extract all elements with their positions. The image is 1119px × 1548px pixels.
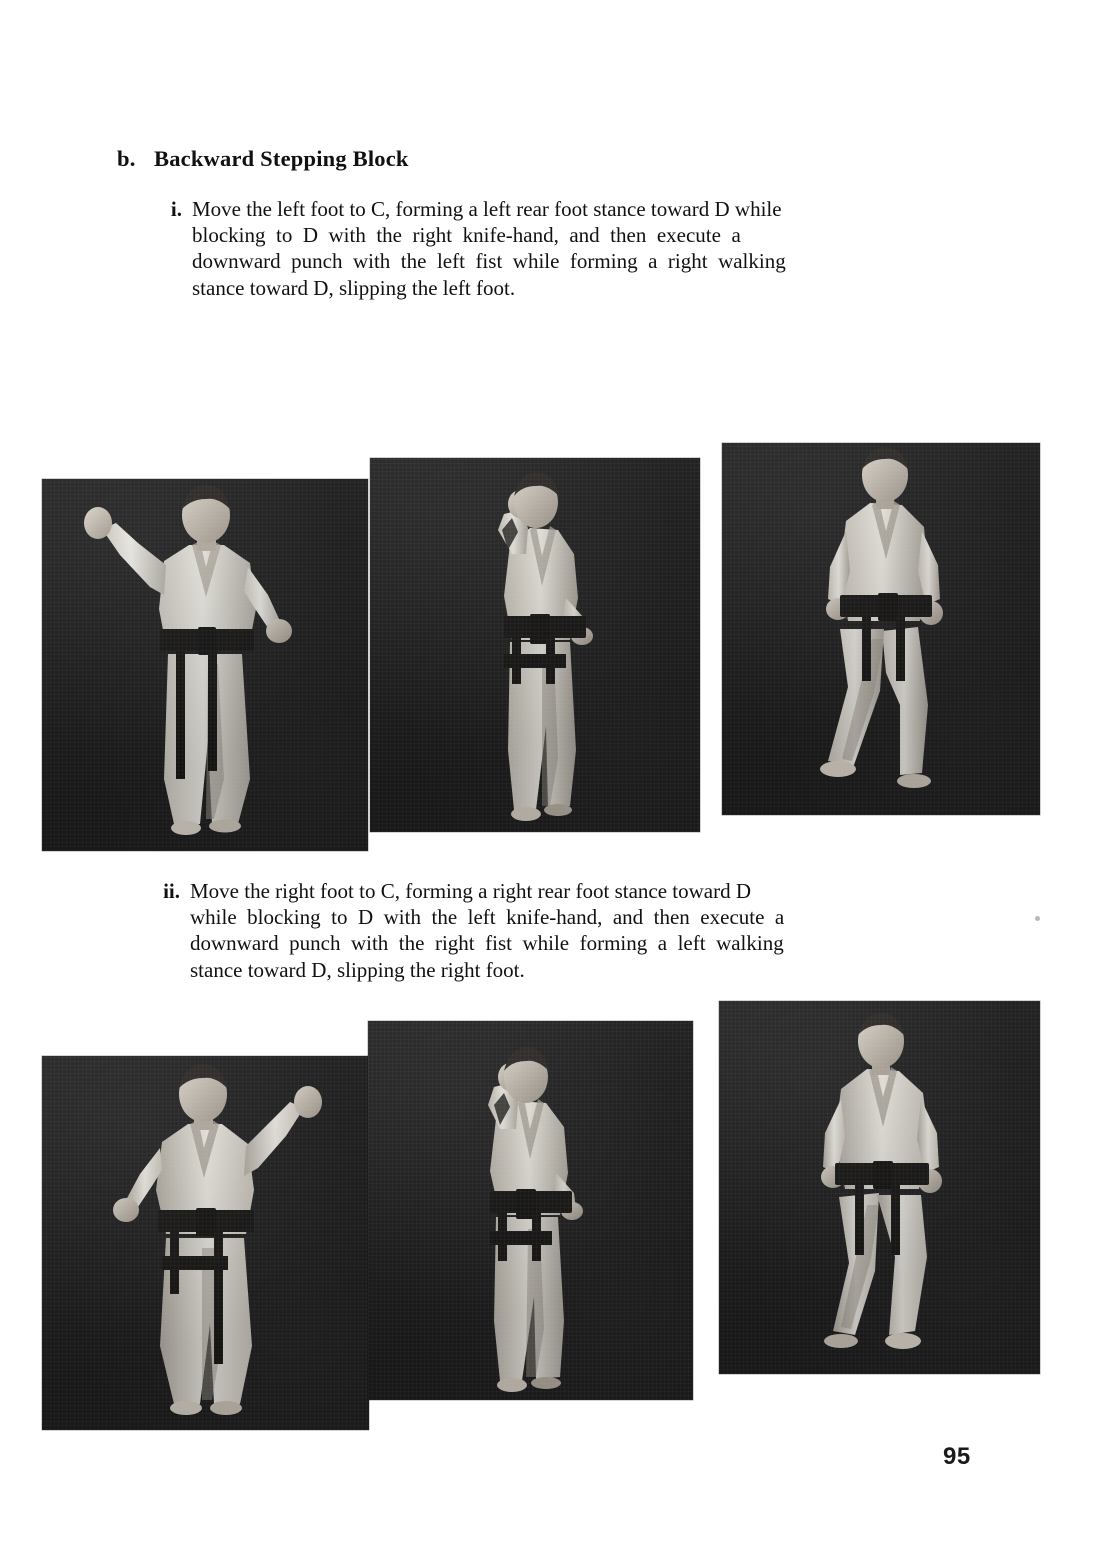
step-ii-body xyxy=(190,878,892,983)
photo-2-left-rear-foot-stance-knife-hand-block xyxy=(370,458,700,832)
step-ii-paragraph xyxy=(150,878,892,983)
photo-5-right-rear-foot-stance-knife-hand-block xyxy=(368,1021,693,1400)
section-heading xyxy=(117,146,409,172)
step-i-line-1: Move the left foot to C, forming a left rear foot stance toward D while xyxy=(192,197,782,221)
step-i-line-2: blocking to D with the right knife-hand, and then execute a xyxy=(192,223,741,248)
photo-3-right-walking-stance-downward-punch xyxy=(722,443,1040,815)
page-number: 95 xyxy=(943,1443,971,1470)
step-ii-line-3: downward punch with the right fist while forming a left walking xyxy=(190,931,784,956)
step-ii-line-1: Move the right foot to C, forming a right rear foot stance toward D xyxy=(190,879,752,903)
scan-speck-artifact xyxy=(1035,916,1040,921)
step-ii-marker: ii. xyxy=(163,879,180,903)
photo-6-left-walking-stance-downward-punch xyxy=(719,1001,1040,1374)
photo-1-guard-left-knife-hand-ready xyxy=(42,479,368,851)
section-heading-text: Backward Stepping Block xyxy=(154,146,409,171)
step-i-line-4: stance toward D, slipping the left foot. xyxy=(192,275,516,300)
photo-4-guard-right-knife-hand-ready xyxy=(42,1056,369,1430)
step-i-line-3: downward punch with the left fist while forming a right walking xyxy=(192,249,786,274)
section-marker: b. xyxy=(117,146,136,171)
step-i-body xyxy=(192,196,887,301)
step-ii-line-2: while blocking to D with the left knife-hand, and then execute a xyxy=(190,905,785,930)
step-i-paragraph xyxy=(152,196,887,301)
step-ii-line-4: stance toward D, slipping the right foot. xyxy=(190,957,525,982)
step-i-marker: i. xyxy=(170,197,182,221)
